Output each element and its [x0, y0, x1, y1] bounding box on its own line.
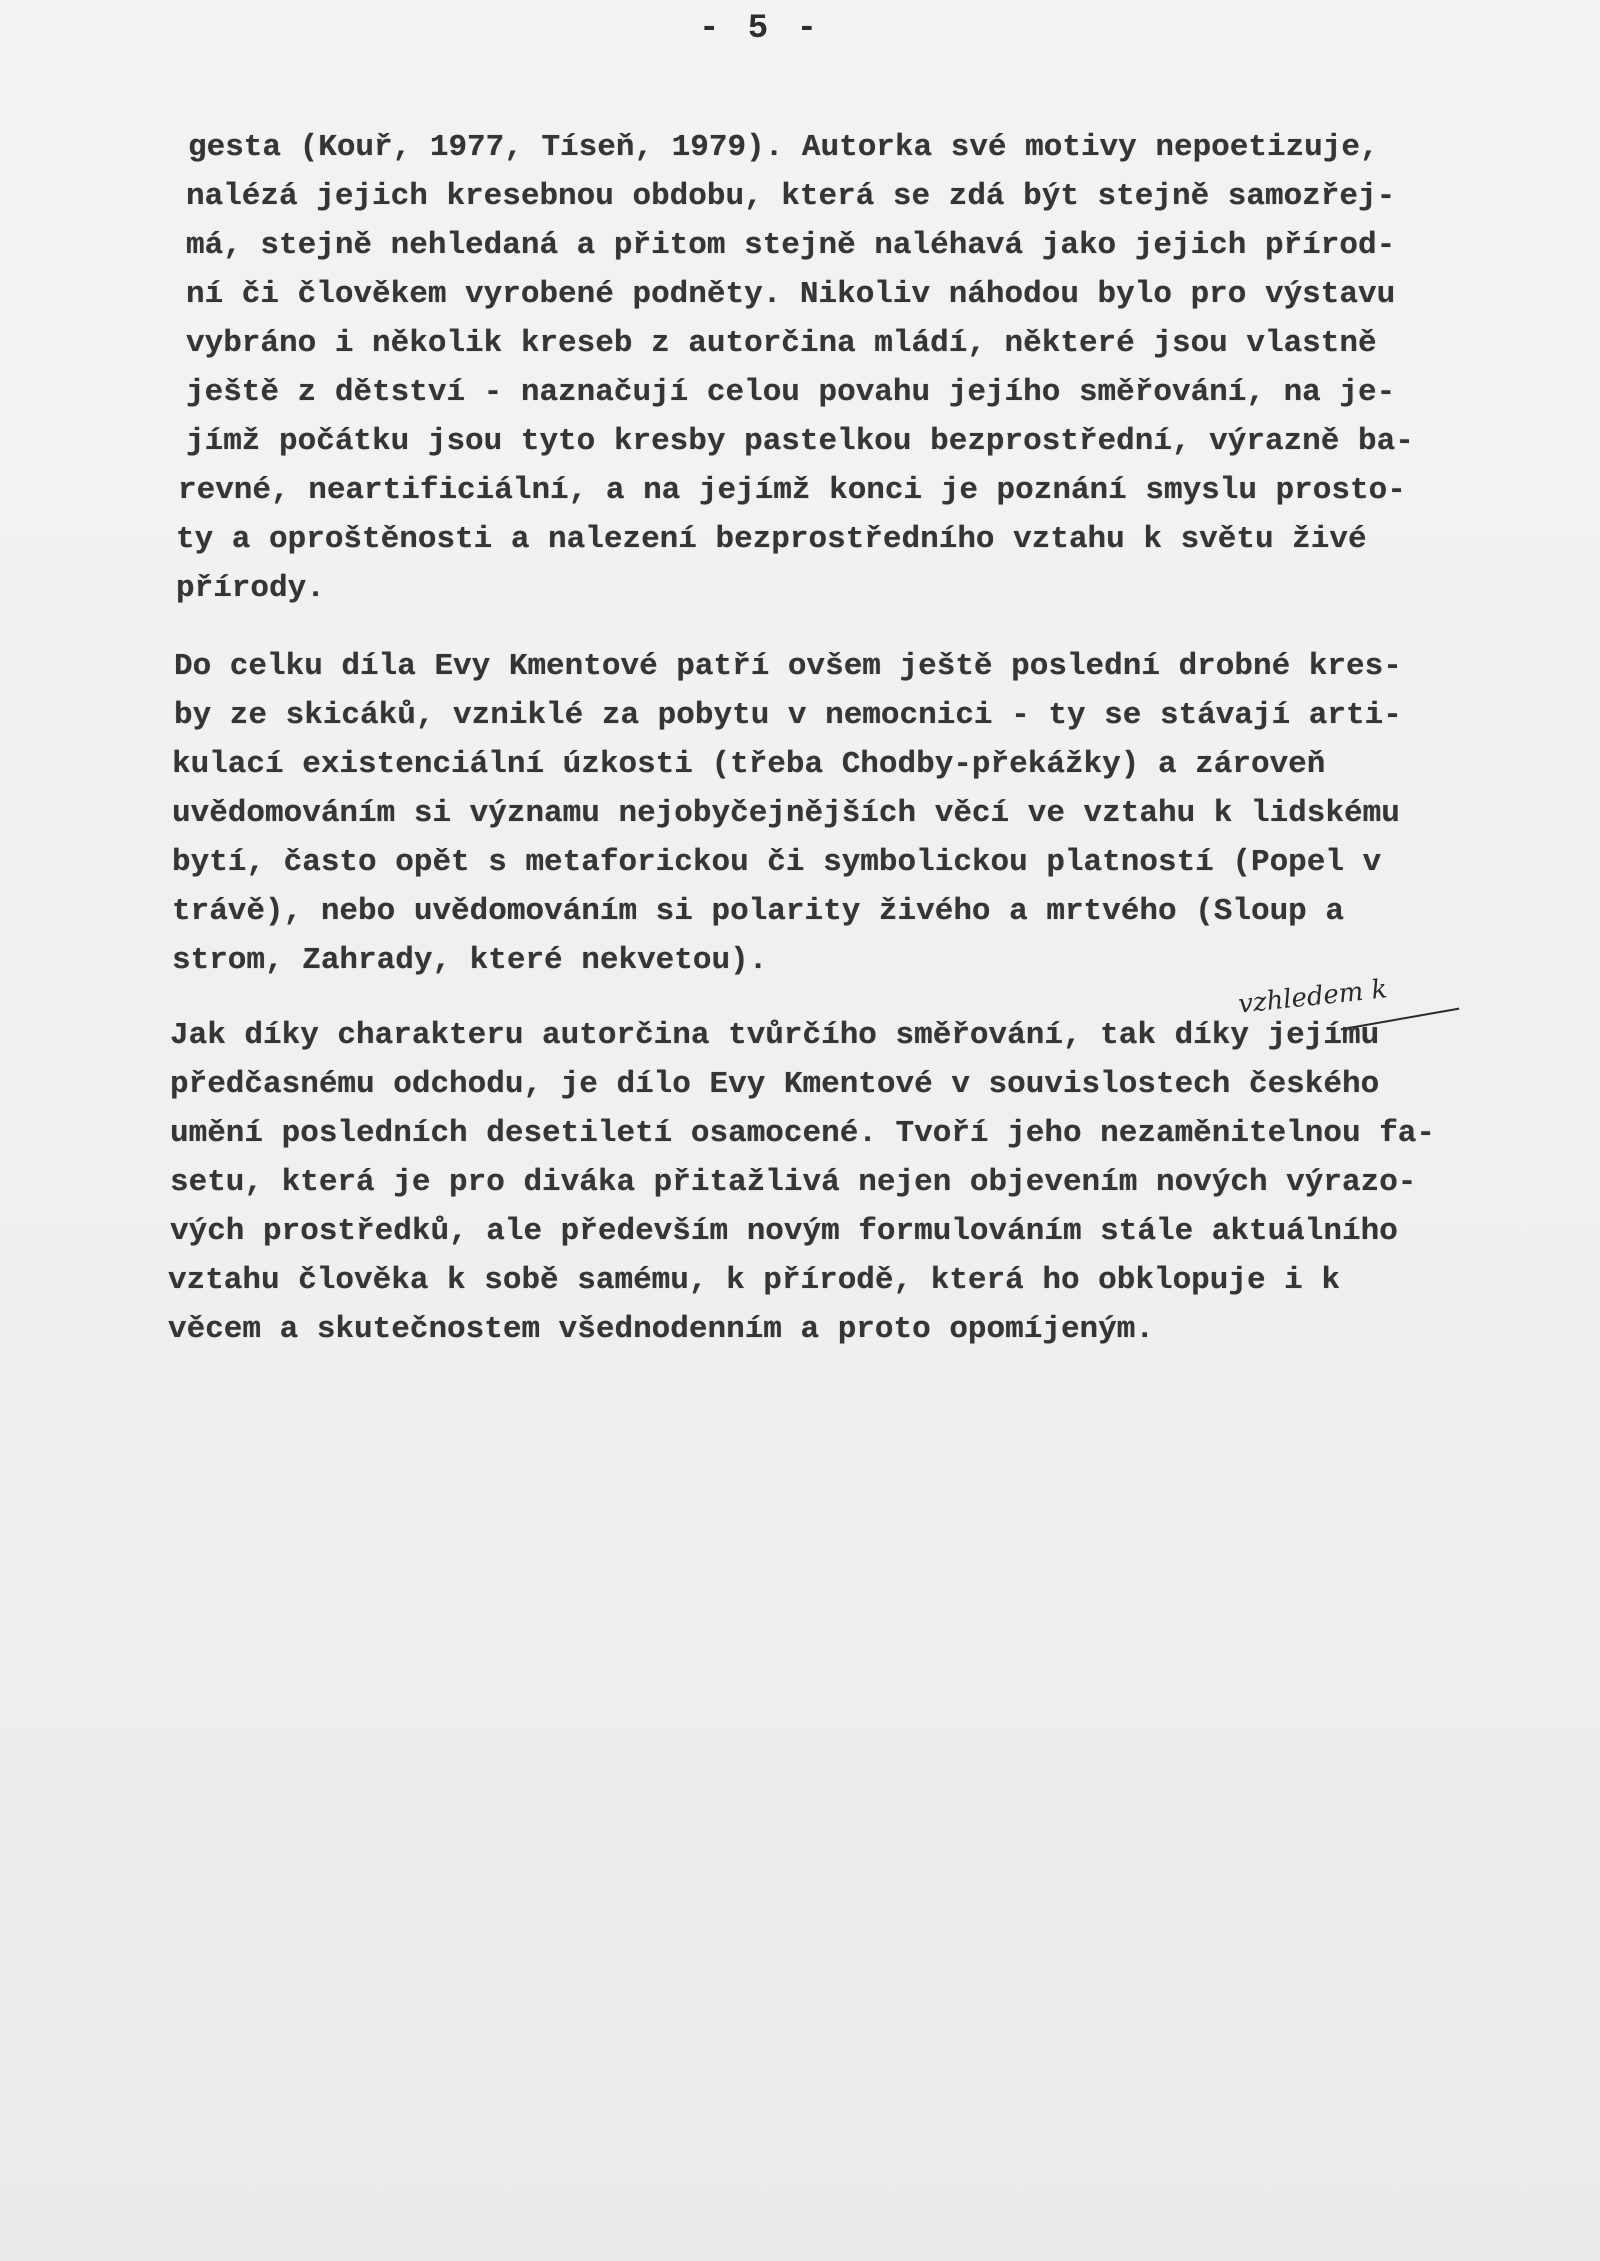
text-line: kulací existenciální úzkosti (třeba Chodby-překážky) a zároveň — [172, 747, 1326, 782]
text-line: trávě), nebo uvědomováním si polarity živého a mrtvého (Sloup a — [172, 894, 1344, 929]
page-number: - 5 - — [698, 10, 822, 48]
text-line: Jak díky charakteru autorčina tvůrčího směřování, tak díky jejímu — [170, 1018, 1380, 1053]
text-line: ní či člověkem vyrobené podněty. Nikoliv náhodou bylo pro výstavu — [186, 277, 1396, 312]
text-line: přírody. — [176, 571, 325, 606]
text-line: revné, neartificiální, a na jejímž konci je poznání smyslu prosto- — [178, 473, 1406, 508]
text-line: má, stejně nehledaná a přitom stejně naléhavá jako jejich přírod- — [186, 228, 1396, 263]
text-line: umění posledních desetiletí osamocené. Tvoří jeho nezaměnitelnou fa- — [170, 1116, 1436, 1151]
text-line: vybráno i několik kreseb z autorčina mládí, některé jsou vlastně — [186, 326, 1377, 361]
text-line: bytí, často opět s metaforickou či symbolickou platností (Popel v — [172, 845, 1382, 880]
handwritten-insertion: vzhledem k — [1236, 974, 1389, 1020]
text-line: jímž počátku jsou tyto kresby pastelkou bezprostřední, výrazně ba- — [186, 424, 1414, 459]
text-line: setu, která je pro diváka přitažlivá nejen objevením nových výrazo- — [170, 1165, 1417, 1200]
text-line: uvědomováním si významu nejobyčejnějších věcí ve vztahu k lidskému — [172, 796, 1400, 831]
text-line: by ze skicáků, vzniklé za pobytu v nemocnici - ty se stávají arti- — [174, 698, 1402, 733]
text-line: gesta (Kouř, 1977, Tíseň, 1979). Autorka své motivy nepoetizuje, — [188, 130, 1379, 165]
text-line: strom, Zahrady, které nekvetou). — [172, 943, 768, 978]
text-line: nalézá jejich kresebnou obdobu, která se zdá být stejně samozřej- — [186, 179, 1396, 214]
text-line: ty a oproštěnosti a nalezení bezprostředního vztahu k světu živé — [176, 522, 1367, 557]
text-line: ještě z dětství - naznačují celou povahu jejího směřování, na je- — [186, 375, 1396, 410]
text-line: vztahu člověka k sobě samému, k přírodě, která ho obklopuje i k — [168, 1263, 1340, 1298]
text-line: předčasnému odchodu, je dílo Evy Kmentové v souvislostech českého — [170, 1067, 1380, 1102]
text-line: věcem a skutečnostem všednodenním a proto opomíjeným. — [168, 1312, 1154, 1347]
text-line: vých prostředků, ale především novým formulováním stále aktuálního — [170, 1214, 1398, 1249]
text-line: Do celku díla Evy Kmentové patří ovšem ještě poslední drobné kres- — [174, 649, 1402, 684]
